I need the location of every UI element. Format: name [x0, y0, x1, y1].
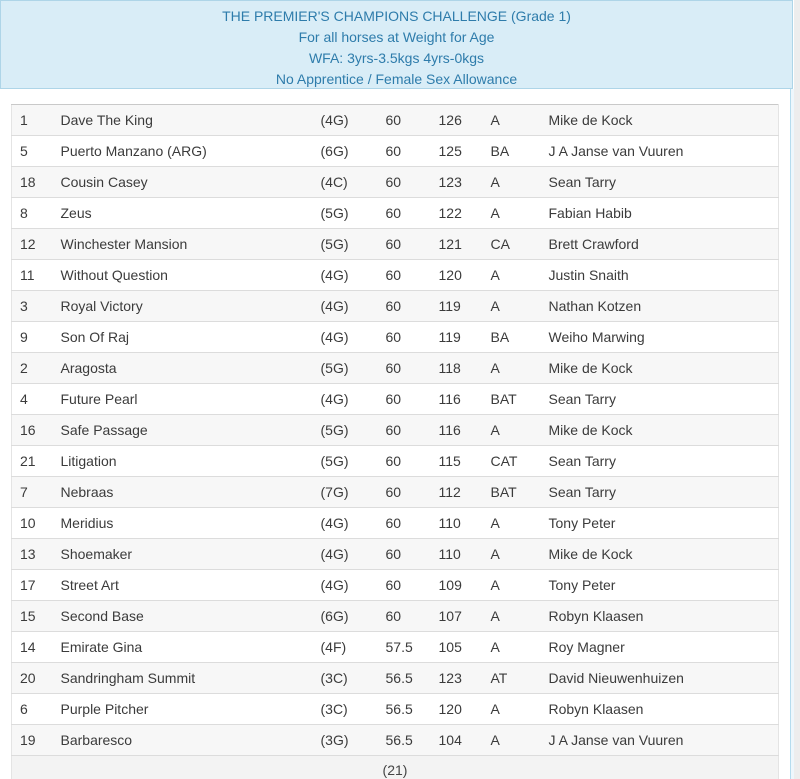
allowance-code: A	[483, 260, 541, 291]
allowance-code: A	[483, 291, 541, 322]
trainer-name: Robyn Klaasen	[541, 601, 779, 632]
entry-row	[12, 167, 779, 198]
merit-rating: 122	[431, 198, 483, 229]
merit-rating: 123	[431, 167, 483, 198]
age-sex: (5G)	[313, 229, 378, 260]
carried-weight: 60	[378, 260, 431, 291]
entry-row	[12, 725, 779, 756]
entry-number: 6	[12, 694, 53, 725]
age-sex: (4G)	[313, 508, 378, 539]
merit-rating: 118	[431, 353, 483, 384]
merit-rating: 104	[431, 725, 483, 756]
trainer-name: J A Janse van Vuuren	[541, 136, 779, 167]
allowance-code: A	[483, 105, 541, 136]
entry-row	[12, 694, 779, 725]
merit-rating: 126	[431, 105, 483, 136]
entry-row	[12, 663, 779, 694]
entries-table	[11, 104, 779, 779]
trainer-name: David Nieuwenhuizen	[541, 663, 779, 694]
trainer-name: Mike de Kock	[541, 105, 779, 136]
entry-row	[12, 601, 779, 632]
allowance-code: A	[483, 632, 541, 663]
entry-row	[12, 291, 779, 322]
entry-row	[12, 136, 779, 167]
entry-number: 15	[12, 601, 53, 632]
carried-weight: 60	[378, 198, 431, 229]
entry-number: 10	[12, 508, 53, 539]
entry-number: 18	[12, 167, 53, 198]
merit-rating: 116	[431, 415, 483, 446]
carried-weight: 60	[378, 136, 431, 167]
entry-row	[12, 229, 779, 260]
entry-row	[12, 415, 779, 446]
age-sex: (4G)	[313, 105, 378, 136]
age-sex: (4G)	[313, 570, 378, 601]
age-sex: (4F)	[313, 632, 378, 663]
trainer-name: Justin Snaith	[541, 260, 779, 291]
entry-number: 12	[12, 229, 53, 260]
entry-number: 7	[12, 477, 53, 508]
entry-number: 11	[12, 260, 53, 291]
age-sex: (5G)	[313, 415, 378, 446]
entry-row	[12, 198, 779, 229]
horse-name: Second Base	[53, 601, 313, 632]
trainer-name: Sean Tarry	[541, 446, 779, 477]
carried-weight: 60	[378, 415, 431, 446]
trainer-name: Sean Tarry	[541, 384, 779, 415]
age-sex: (4G)	[313, 322, 378, 353]
entry-number: 3	[12, 291, 53, 322]
horse-name: Litigation	[53, 446, 313, 477]
trainer-name: Brett Crawford	[541, 229, 779, 260]
allowance-code: BAT	[483, 384, 541, 415]
entry-row	[12, 446, 779, 477]
horse-name: Future Pearl	[53, 384, 313, 415]
age-sex: (4G)	[313, 539, 378, 570]
merit-rating: 125	[431, 136, 483, 167]
trainer-name: Mike de Kock	[541, 415, 779, 446]
carried-weight: 60	[378, 384, 431, 415]
trainer-name: Robyn Klaasen	[541, 694, 779, 725]
trainer-name: Sean Tarry	[541, 477, 779, 508]
entry-number: 2	[12, 353, 53, 384]
horse-name: Purple Pitcher	[53, 694, 313, 725]
horse-name: Street Art	[53, 570, 313, 601]
carried-weight: 60	[378, 446, 431, 477]
carried-weight: 56.5	[378, 663, 431, 694]
carried-weight: 60	[378, 539, 431, 570]
entry-row	[12, 105, 779, 136]
horse-name: Nebraas	[53, 477, 313, 508]
trainer-name: Fabian Habib	[541, 198, 779, 229]
entry-number: 4	[12, 384, 53, 415]
horse-name: Puerto Manzano (ARG)	[53, 136, 313, 167]
age-sex: (6G)	[313, 601, 378, 632]
entry-number: 9	[12, 322, 53, 353]
age-sex: (3C)	[313, 663, 378, 694]
entry-row	[12, 632, 779, 663]
horse-name: Dave The King	[53, 105, 313, 136]
merit-rating: 119	[431, 291, 483, 322]
carried-weight: 60	[378, 322, 431, 353]
horse-name: Without Question	[53, 260, 313, 291]
age-sex: (3C)	[313, 694, 378, 725]
horse-name: Emirate Gina	[53, 632, 313, 663]
entry-number: 14	[12, 632, 53, 663]
horse-name: Zeus	[53, 198, 313, 229]
horse-name: Barbaresco	[53, 725, 313, 756]
entry-row	[12, 384, 779, 415]
age-sex: (4G)	[313, 384, 378, 415]
allowance-code: A	[483, 167, 541, 198]
horse-name: Son Of Raj	[53, 322, 313, 353]
entry-row	[12, 508, 779, 539]
age-sex: (4G)	[313, 260, 378, 291]
horse-name: Cousin Casey	[53, 167, 313, 198]
carried-weight: 56.5	[378, 694, 431, 725]
horse-name: Shoemaker	[53, 539, 313, 570]
race-header-panel	[0, 0, 793, 89]
merit-rating: 112	[431, 477, 483, 508]
merit-rating: 109	[431, 570, 483, 601]
trainer-name: Roy Magner	[541, 632, 779, 663]
carried-weight: 60	[378, 570, 431, 601]
trainer-name: Nathan Kotzen	[541, 291, 779, 322]
entry-number: 17	[12, 570, 53, 601]
trainer-name: Weiho Marwing	[541, 322, 779, 353]
allowance-code: CAT	[483, 446, 541, 477]
horse-name: Sandringham Summit	[53, 663, 313, 694]
allowance-code: A	[483, 508, 541, 539]
race-title: THE PREMIER'S CHAMPIONS CHALLENGE (Grade 1)	[222, 8, 571, 24]
merit-rating: 120	[431, 694, 483, 725]
age-sex: (5G)	[313, 198, 378, 229]
allowance-code: A	[483, 601, 541, 632]
merit-rating: 107	[431, 601, 483, 632]
carried-weight: 60	[378, 229, 431, 260]
horse-name: Royal Victory	[53, 291, 313, 322]
allowance-code: A	[483, 570, 541, 601]
entries-body	[12, 105, 779, 756]
entries-count-row	[12, 756, 779, 779]
entry-number: 16	[12, 415, 53, 446]
merit-rating: 110	[431, 508, 483, 539]
carried-weight: 60	[378, 105, 431, 136]
carried-weight: 60	[378, 167, 431, 198]
entry-row	[12, 570, 779, 601]
trainer-name: Mike de Kock	[541, 539, 779, 570]
race-wfa-terms: WFA: 3yrs-3.5kgs 4yrs-0kgs	[308, 50, 485, 66]
entry-row	[12, 477, 779, 508]
entry-number: 1	[12, 105, 53, 136]
entry-number: 20	[12, 663, 53, 694]
merit-rating: 116	[431, 384, 483, 415]
allowance-code: BA	[483, 322, 541, 353]
allowance-code: A	[483, 415, 541, 446]
entry-row	[12, 539, 779, 570]
trainer-name: Sean Tarry	[541, 167, 779, 198]
race-allowance-note: No Apprentice / Female Sex Allowance	[275, 71, 518, 87]
entry-row	[12, 260, 779, 291]
allowance-code: AT	[483, 663, 541, 694]
entry-number: 13	[12, 539, 53, 570]
trainer-name: Tony Peter	[541, 508, 779, 539]
entry-row	[12, 353, 779, 384]
age-sex: (4C)	[313, 167, 378, 198]
carried-weight: 60	[378, 353, 431, 384]
merit-rating: 110	[431, 539, 483, 570]
allowance-code: A	[483, 725, 541, 756]
entries-count: (21)	[12, 756, 779, 779]
merit-rating: 119	[431, 322, 483, 353]
race-conditions: For all horses at Weight for Age	[298, 29, 495, 45]
age-sex: (3G)	[313, 725, 378, 756]
merit-rating: 115	[431, 446, 483, 477]
trainer-name: Tony Peter	[541, 570, 779, 601]
age-sex: (4G)	[313, 291, 378, 322]
carried-weight: 60	[378, 508, 431, 539]
allowance-code: CA	[483, 229, 541, 260]
trainer-name: Mike de Kock	[541, 353, 779, 384]
entry-number: 21	[12, 446, 53, 477]
merit-rating: 105	[431, 632, 483, 663]
carried-weight: 56.5	[378, 725, 431, 756]
trainer-name: J A Janse van Vuuren	[541, 725, 779, 756]
allowance-code: A	[483, 198, 541, 229]
carried-weight: 60	[378, 477, 431, 508]
carried-weight: 60	[378, 601, 431, 632]
age-sex: (5G)	[313, 353, 378, 384]
carried-weight: 60	[378, 291, 431, 322]
allowance-code: A	[483, 353, 541, 384]
horse-name: Safe Passage	[53, 415, 313, 446]
allowance-code: BAT	[483, 477, 541, 508]
merit-rating: 123	[431, 663, 483, 694]
entry-row	[12, 322, 779, 353]
entry-number: 5	[12, 136, 53, 167]
horse-name: Meridius	[53, 508, 313, 539]
allowance-code: A	[483, 539, 541, 570]
merit-rating: 120	[431, 260, 483, 291]
window-edge-strip	[794, 0, 800, 779]
age-sex: (5G)	[313, 446, 378, 477]
entry-number: 19	[12, 725, 53, 756]
carried-weight: 57.5	[378, 632, 431, 663]
merit-rating: 121	[431, 229, 483, 260]
entry-number: 8	[12, 198, 53, 229]
horse-name: Aragosta	[53, 353, 313, 384]
age-sex: (7G)	[313, 477, 378, 508]
age-sex: (6G)	[313, 136, 378, 167]
horse-name: Winchester Mansion	[53, 229, 313, 260]
allowance-code: A	[483, 694, 541, 725]
allowance-code: BA	[483, 136, 541, 167]
